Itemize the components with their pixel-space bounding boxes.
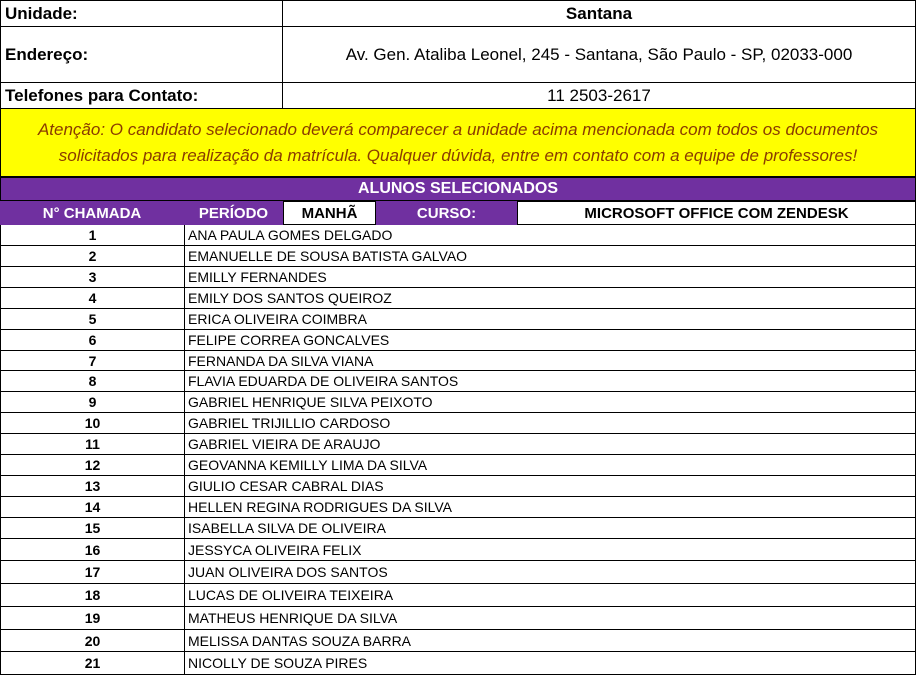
row-right-border <box>915 371 916 391</box>
student-name: EMILLY FERNANDES <box>184 267 916 287</box>
chamada-number: 10 <box>0 413 184 433</box>
list-item <box>0 351 916 371</box>
student-name: GABRIEL TRIJILLIO CARDOSO <box>184 413 916 433</box>
unidade-label: Unidade: <box>0 0 283 27</box>
student-name: HELLEN REGINA RODRIGUES DA SILVA <box>184 497 916 517</box>
endereco-value: Av. Gen. Ataliba Leonel, 245 - Santana, São Paulo - SP, 02033-000 <box>282 26 916 83</box>
curso-value: MICROSOFT OFFICE COM ZENDESK <box>517 201 916 225</box>
row-right-border <box>915 561 916 583</box>
list-item <box>0 607 916 630</box>
section-title-text: ALUNOS SELECIONADOS <box>357 180 558 197</box>
row-right-border <box>915 330 916 350</box>
row-right-border <box>915 607 916 629</box>
header-curso: CURSO: <box>416 204 477 222</box>
student-name: LUCAS DE OLIVEIRA TEIXEIRA <box>184 584 916 606</box>
header-chamada: N° CHAMADA <box>42 204 142 222</box>
chamada-number: 12 <box>0 455 184 475</box>
row-right-border <box>915 652 916 674</box>
list-item <box>0 371 916 392</box>
list-item <box>0 630 916 652</box>
chamada-number: 4 <box>0 288 184 308</box>
notice-text: Atenção: O candidato selecionado deverá comparecer a unidade acima mencionada com todos os documentos solicitados para realização da matrícula. Qualquer dúvida, entre em contato com a equipe de professores! <box>37 119 879 165</box>
row-right-border <box>915 309 916 329</box>
student-name: GEOVANNA KEMILLY LIMA DA SILVA <box>184 455 916 475</box>
list-item <box>0 518 916 539</box>
list-item <box>0 330 916 351</box>
student-name: FERNANDA DA SILVA VIANA <box>184 351 916 370</box>
list-item <box>0 434 916 455</box>
student-name: GABRIEL VIEIRA DE ARAUJO <box>184 434 916 454</box>
row-right-border <box>915 539 916 560</box>
list-item <box>0 652 916 675</box>
telefone-label: Telefones para Contato: <box>0 82 283 109</box>
row-right-border <box>915 455 916 475</box>
student-name: EMILY DOS SANTOS QUEIROZ <box>184 288 916 308</box>
chamada-number: 19 <box>0 607 184 629</box>
endereco-label: Endereço: <box>0 26 283 83</box>
periodo-value: MANHÃ <box>283 201 376 225</box>
student-name: NICOLLY DE SOUZA PIRES <box>184 652 916 674</box>
student-name: MATHEUS HENRIQUE DA SILVA <box>184 607 916 629</box>
chamada-number: 6 <box>0 330 184 350</box>
student-name: JUAN OLIVEIRA DOS SANTOS <box>184 561 916 583</box>
student-name: GIULIO CESAR CABRAL DIAS <box>184 476 916 496</box>
endereco-row <box>0 26 916 83</box>
unidade-row <box>0 0 916 27</box>
row-right-border <box>915 497 916 517</box>
telefone-row <box>0 82 916 109</box>
list-header <box>0 201 916 225</box>
student-name: ERICA OLIVEIRA COIMBRA <box>184 309 916 329</box>
list-item <box>0 497 916 518</box>
list-item <box>0 539 916 561</box>
chamada-number: 16 <box>0 539 184 560</box>
header-periodo: PERÍODO <box>198 204 269 222</box>
student-name: ISABELLA SILVA DE OLIVEIRA <box>184 518 916 538</box>
chamada-number: 21 <box>0 652 184 674</box>
list-item <box>0 309 916 330</box>
chamada-number: 3 <box>0 267 184 287</box>
list-item <box>0 561 916 584</box>
section-title <box>0 177 916 201</box>
row-right-border <box>915 267 916 287</box>
notice-banner <box>0 108 916 177</box>
row-right-border <box>915 246 916 266</box>
student-name: EMANUELLE DE SOUSA BATISTA GALVAO <box>184 246 916 266</box>
list-item <box>0 392 916 413</box>
list-item <box>0 267 916 288</box>
list-item <box>0 288 916 309</box>
row-right-border <box>915 584 916 606</box>
chamada-number: 5 <box>0 309 184 329</box>
row-right-border <box>915 288 916 308</box>
chamada-number: 9 <box>0 392 184 412</box>
list-item <box>0 476 916 497</box>
list-item <box>0 455 916 476</box>
telefone-value: 11 2503-2617 <box>282 82 916 109</box>
chamada-number: 18 <box>0 584 184 606</box>
unidade-value: Santana <box>282 0 916 27</box>
row-right-border <box>915 630 916 651</box>
chamada-number: 13 <box>0 476 184 496</box>
chamada-number: 17 <box>0 561 184 583</box>
student-name: GABRIEL HENRIQUE SILVA PEIXOTO <box>184 392 916 412</box>
list-item <box>0 413 916 434</box>
student-name: FLAVIA EDUARDA DE OLIVEIRA SANTOS <box>184 371 916 391</box>
student-name: ANA PAULA GOMES DELGADO <box>184 225 916 245</box>
chamada-number: 2 <box>0 246 184 266</box>
row-right-border <box>915 518 916 538</box>
list-item <box>0 225 916 246</box>
chamada-number: 7 <box>0 351 184 370</box>
chamada-number: 20 <box>0 630 184 651</box>
row-right-border <box>915 434 916 454</box>
list-item <box>0 246 916 267</box>
chamada-number: 1 <box>0 225 184 245</box>
student-name: MELISSA DANTAS SOUZA BARRA <box>184 630 916 651</box>
list-item <box>0 584 916 607</box>
chamada-number: 14 <box>0 497 184 517</box>
chamada-number: 15 <box>0 518 184 538</box>
row-right-border <box>915 476 916 496</box>
chamada-number: 11 <box>0 434 184 454</box>
row-right-border <box>915 225 916 245</box>
chamada-number: 8 <box>0 371 184 391</box>
student-name: FELIPE CORREA GONCALVES <box>184 330 916 350</box>
row-right-border <box>915 351 916 370</box>
row-right-border <box>915 392 916 412</box>
student-name: JESSYCA OLIVEIRA FELIX <box>184 539 916 560</box>
row-right-border <box>915 413 916 433</box>
